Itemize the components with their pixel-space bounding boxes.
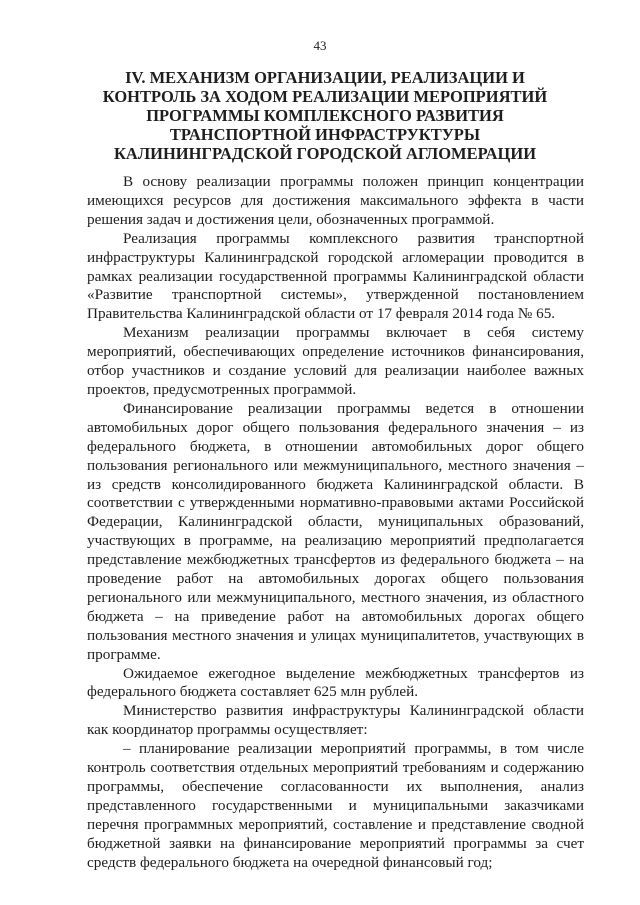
paragraph-financing: Финансирование реализации программы ведется в отношении автомобильных дорог общего пользования федерального значения – из федерального бюджета, в отношении автомобильных дорог общего пользования регионального или межмуниципального, местного значения – из средств консолидированного бюджета Калининградской области. В соответствии с утвержденными нормативно-правовыми актами Российской Федерации, Калининградской области, муниципальных образований, участвующих в программе, на реализацию мероприятий предполагается представление межбюджетных трансфертов из федерального бюджета – на проведение работ на автомобильных дорогах общего пользования регионального или межмуниципального, местного значения, из областного бюджета – на приведение работ на автомобильных дорогах общего пользования местного значения и улицах муниципалитетов, участвующих в программе.: [87, 399, 584, 663]
paragraph-state-program: Реализация программы комплексного развития транспортной инфраструктуры Калининградской городской агломерации проводится в рамках реализации государственной программы Калининградской области «Развитие транспортной системы», утвержденной постановлением Правительства Калининградской области от 17 февраля 2014 года № 65.: [87, 229, 584, 323]
paragraph-principle: В основу реализации программы положен принцип концентрации имеющихся ресурсов для достижения максимального эффекта в части решения задач и достижения цели, обозначенных программой.: [87, 173, 584, 228]
section-title: IV. МЕХАНИЗМ ОРГАНИЗАЦИИ, РЕАЛИЗАЦИИ И КОНТРОЛЬ ЗА ХОДОМ РЕАЛИЗАЦИИ МЕРОПРИЯТИЙ ПРОГРАММЫ КОМПЛЕКСНОГО РАЗВИТИЯ ТРАНСПОРТНОЙ ИНФРАСТРУКТУРЫ КАЛИНИНГРАДСКОЙ ГОРОДСКОЙ АГЛОМЕРАЦИИ: [102, 68, 548, 163]
body-text: [87, 173, 584, 873]
page-number: 43: [313, 38, 327, 53]
paragraph-ministry: Министерство развития инфраструктуры Калининградской области как координатор программы осуществляет:: [87, 702, 584, 739]
paragraph-planning-item: – планирование реализации мероприятий программы, в том числе контроль соответствия отдельных мероприятий требованиям и содержанию программы, обеспечение согласованности их выполнения, анализ представленного государственными и муниципальными заказчиками перечня программных мероприятий, составление и представление сводной бюджетной заявки на финансирование мероприятий программы за счет средств федерального бюджета на очередной финансовый год;: [87, 740, 584, 871]
paragraph-transfers: Ожидаемое ежегодное выделение межбюджетных трансфертов из федерального бюджета составляет 625 млн рублей.: [87, 664, 584, 701]
paragraph-mechanism: Механизм реализации программы включает в себя систему мероприятий, обеспечивающих определение источников финансирования, отбор участников и создание условий для реализации наиболее важных проектов, предусмотренных программой.: [87, 324, 584, 398]
